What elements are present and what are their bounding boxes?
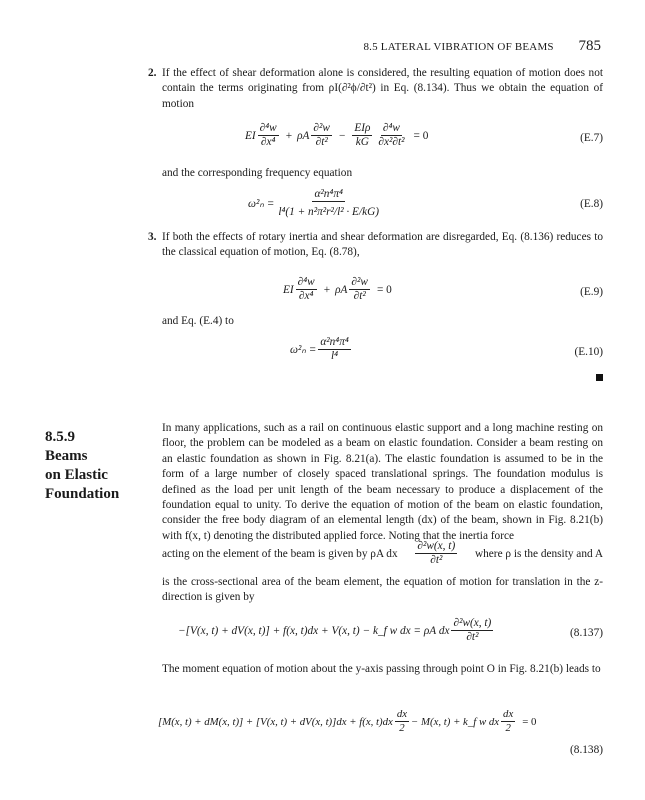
eq-term: −[V(x, t) + dV(x, t)] + f(x, t)dx + V(x, t) − k_f w dx = ρA dx (178, 624, 450, 637)
text: acting on the element of the beam is given by ρA dx (162, 547, 398, 560)
section-number: 8.5.9 (45, 429, 75, 445)
eq-num: ∂⁴w (297, 276, 315, 288)
eq-op: = 0 (522, 715, 537, 728)
item-number: 2. (148, 67, 157, 79)
equation-8-137 (178, 617, 495, 644)
equation-e10 (290, 336, 353, 363)
eq-num: ∂²w (313, 122, 330, 134)
equation-label: (E.7) (580, 132, 603, 144)
eq-den: ∂x⁴ (260, 136, 276, 148)
equation-e9 (283, 276, 397, 303)
eq-term: − M(x, t) + k_f w dx (411, 715, 500, 728)
equation-label: (8.137) (570, 627, 603, 639)
eq-num: ∂²w (351, 276, 368, 288)
section-title: Foundation (45, 486, 120, 502)
list-item-3 (148, 230, 603, 261)
eq-den: ∂t² (466, 631, 479, 643)
eq-den: ∂t² (315, 136, 328, 148)
eq-num: EIρ (354, 122, 371, 134)
eq-op: = 0 (376, 283, 392, 296)
eq-op: = 0 (413, 129, 429, 142)
inertia-line (162, 540, 603, 567)
eq-term: ρA (297, 129, 310, 142)
equation-e8 (248, 188, 383, 219)
eq-num: ∂⁴w (259, 122, 277, 134)
paragraph: and the corresponding frequency equation (162, 167, 353, 179)
eq-term: EI (245, 129, 256, 142)
eq-den: l⁴(1 + n²π²r²/l² · E/kG) (278, 206, 380, 218)
equation-label: (E.10) (574, 346, 603, 358)
equation-label: (8.138) (570, 744, 603, 756)
running-header (363, 38, 601, 55)
paragraph: In many applications, such as a rail on continuous elastic support and a long machine resting on floor, the problem can be modeled as a beam on elastic foundation. Consider a beam resting on an elastic foundation as shown in Fig. 8.21(a). The elastic foundation is assumed to be in the form of a large number of closely spaced translational springs. The foundation modulus is defined as the load per unit length of the beam necessary to produce a displacement of the foundation equal to unity. To derive the equation of motion of the beam on elastic foundation, consider the free body diagram of an elemental length (dx) of the beam, shown in Fig. 8.21(b) with f(x, t) denoting the distributed applied force. Noting that the inertia force (162, 422, 603, 542)
eq-num: α²n⁴π⁴ (314, 188, 343, 200)
eq-den: 2 (399, 722, 405, 734)
eq-term: [M(x, t) + dM(x, t)] + [V(x, t) + dV(x, t)]dx + f(x, t)dx (158, 715, 393, 728)
equation-8-138 (158, 708, 541, 735)
paragraph: and Eq. (E.4) to (162, 315, 234, 327)
item-text: If the effect of shear deformation alone is considered, the resulting equation of motion does not contain the terms originating from ρI(∂²ϕ/∂t²) in Eq. (8.134). Thus we obtain the equation of motion (162, 67, 603, 110)
eq-den: l⁴ (331, 350, 339, 362)
eq-den: kG (355, 136, 369, 148)
equation-e7 (245, 122, 433, 149)
header-section: 8.5 LATERAL VIBRATION OF BEAMS (363, 41, 554, 53)
section-heading (45, 428, 119, 504)
eq-den: ∂t² (353, 290, 366, 302)
eq-num: dx (503, 708, 514, 720)
section-title: Beams (45, 448, 88, 464)
eq-num: ∂⁴w (382, 122, 400, 134)
eq-den: ∂t² (430, 554, 443, 566)
eq-num: dx (396, 708, 408, 720)
end-of-example-icon (596, 374, 603, 381)
paragraph: is the cross-sectional area of the beam element, the equation of motion for translation in the z-direction is given by (162, 576, 603, 604)
section-title: on Elastic (45, 467, 108, 483)
eq-op: + (285, 129, 293, 142)
eq-den: ∂x²∂t² (378, 136, 405, 148)
eq-num: α²n⁴π⁴ (320, 336, 349, 348)
eq-term: ρA (335, 283, 348, 296)
text: where ρ is the density and A (474, 547, 603, 560)
page-number: 785 (578, 38, 601, 54)
list-item-2 (148, 66, 603, 112)
eq-term: ω²ₙ = (248, 198, 275, 210)
item-text: If both the effects of rotary inertia and shear deformation are disregarded, Eq. (8.136) reduces to the classical equation of motion, Eq. (8.78), (162, 231, 603, 259)
equation-label: (E.8) (580, 198, 603, 210)
eq-op: − (338, 129, 346, 142)
item-number: 3. (148, 231, 157, 243)
eq-num: ∂²w(x, t) (417, 540, 456, 552)
eq-num: ∂²w(x, t) (453, 617, 492, 629)
eq-term: EI (283, 283, 294, 296)
equation-label: (E.9) (580, 286, 603, 298)
eq-den: 2 (505, 722, 511, 734)
eq-den: ∂x⁴ (298, 290, 314, 302)
eq-op: + (323, 283, 331, 296)
paragraph: The moment equation of motion about the y-axis passing through point O in Fig. 8.21(b) leads to (162, 663, 601, 675)
eq-term: ω²ₙ = (290, 344, 317, 356)
